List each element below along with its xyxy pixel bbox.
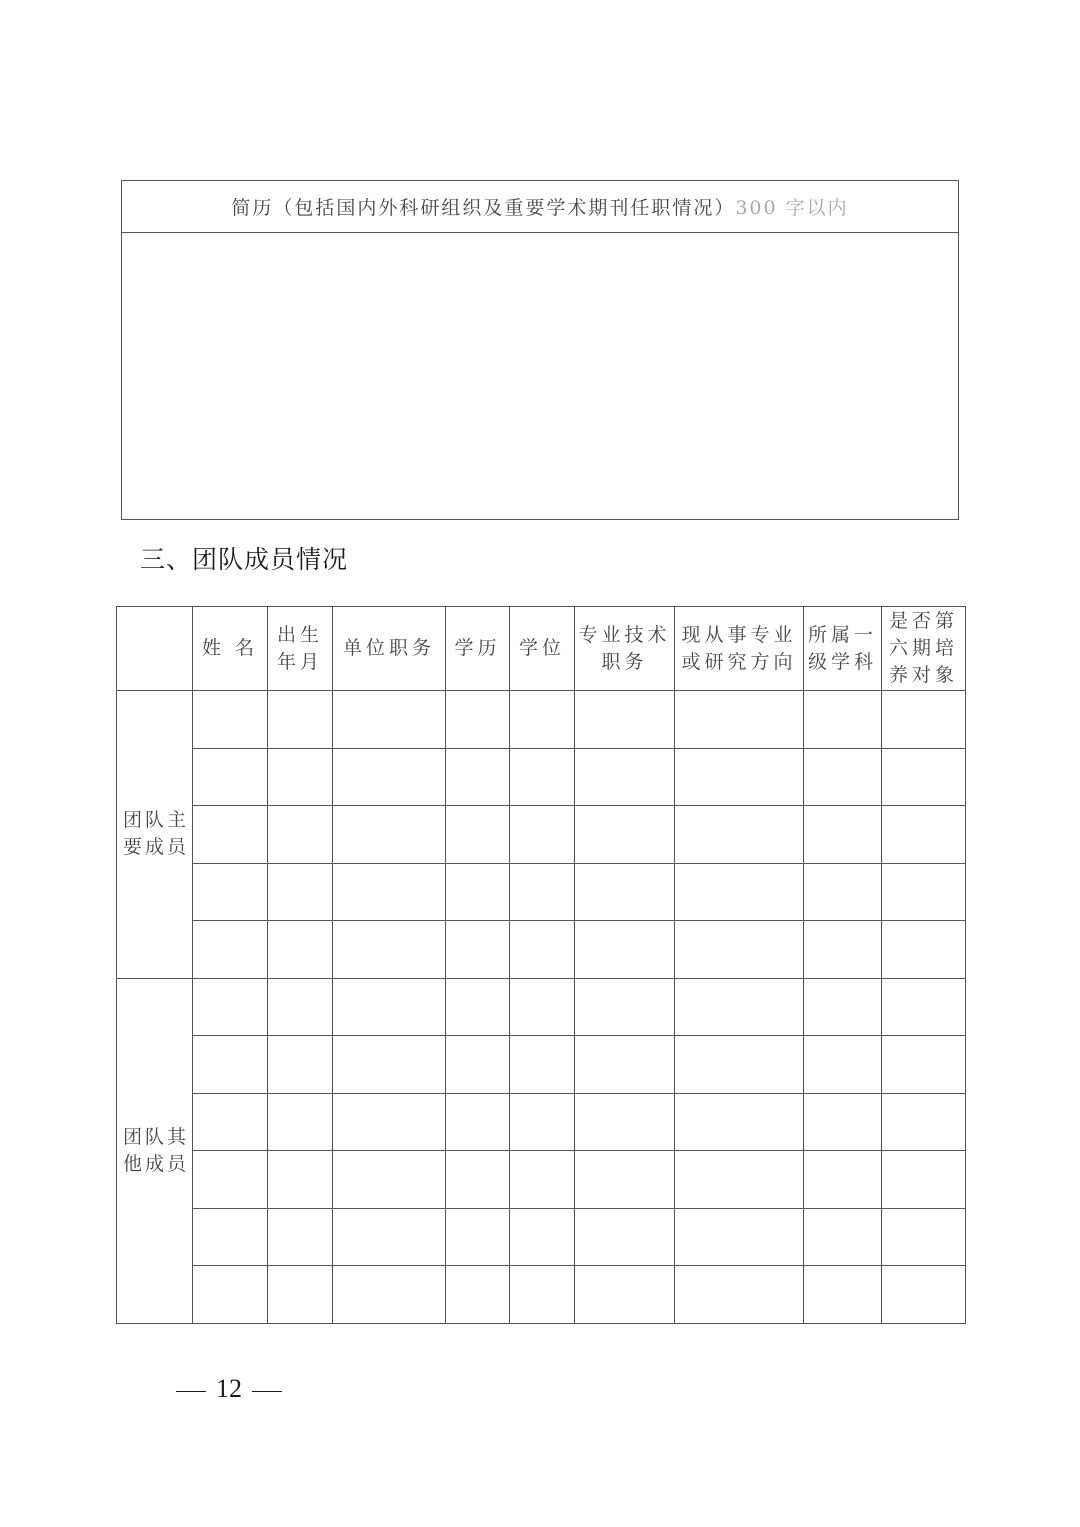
table-cell[interactable]: [675, 1093, 804, 1151]
table-cell[interactable]: [804, 863, 882, 921]
page-number: 12: [216, 1374, 242, 1403]
table-cell[interactable]: [193, 1036, 268, 1094]
table-cell[interactable]: [510, 806, 575, 864]
table-cell[interactable]: [193, 748, 268, 806]
table-row: [117, 691, 966, 749]
header-cell-name: 姓 名: [193, 607, 268, 691]
table-cell[interactable]: [193, 691, 268, 749]
table-cell[interactable]: [333, 806, 446, 864]
table-cell[interactable]: [333, 1208, 446, 1266]
table-cell[interactable]: [268, 1266, 333, 1324]
table-cell[interactable]: [804, 1208, 882, 1266]
table-row: [117, 1151, 966, 1209]
header-cell-empty: [117, 607, 193, 691]
resume-header-text: 简历（包括国内外科研组织及重要学术期刊任职情况）: [231, 197, 736, 219]
table-cell[interactable]: [446, 806, 510, 864]
resume-word-limit: 300 字以内: [735, 197, 849, 219]
table-row: [117, 1266, 966, 1324]
table-cell[interactable]: [333, 1036, 446, 1094]
table-cell[interactable]: [575, 1036, 675, 1094]
table-cell[interactable]: [575, 1266, 675, 1324]
table-header-row: [117, 607, 966, 691]
table-cell[interactable]: [510, 691, 575, 749]
table-body: [117, 691, 966, 1324]
table-cell[interactable]: [446, 691, 510, 749]
table-cell[interactable]: [575, 1093, 675, 1151]
table-cell[interactable]: [675, 748, 804, 806]
table-cell[interactable]: [510, 1208, 575, 1266]
table-row: [117, 863, 966, 921]
table-cell[interactable]: [675, 691, 804, 749]
table-cell[interactable]: [675, 921, 804, 979]
table-cell[interactable]: [333, 1266, 446, 1324]
table-cell[interactable]: [882, 1036, 966, 1094]
table-cell[interactable]: [804, 1036, 882, 1094]
table-cell[interactable]: [268, 921, 333, 979]
table-row: [117, 1093, 966, 1151]
table-row: [117, 1036, 966, 1094]
table-cell[interactable]: [882, 1151, 966, 1209]
table-cell[interactable]: [575, 1151, 675, 1209]
table-cell[interactable]: [268, 1093, 333, 1151]
team-members-table: [116, 606, 966, 1324]
table-cell[interactable]: [510, 1266, 575, 1324]
table-cell[interactable]: [193, 1266, 268, 1324]
header-cell-birth: 出生年月: [268, 607, 333, 691]
table-cell[interactable]: [446, 1208, 510, 1266]
table-cell[interactable]: [510, 1151, 575, 1209]
table-cell[interactable]: [882, 806, 966, 864]
table-cell[interactable]: [510, 1036, 575, 1094]
table-cell[interactable]: [575, 1208, 675, 1266]
header-cell-discipline: 所属一级学科: [804, 607, 882, 691]
table-cell[interactable]: [675, 978, 804, 1036]
table-cell[interactable]: [510, 1093, 575, 1151]
table-cell[interactable]: [804, 921, 882, 979]
group-label: 团队其他成员: [117, 978, 193, 1323]
table-cell[interactable]: [193, 1151, 268, 1209]
table-cell[interactable]: [882, 978, 966, 1036]
table-cell[interactable]: [268, 1151, 333, 1209]
table-cell[interactable]: [268, 691, 333, 749]
table-cell[interactable]: [446, 1151, 510, 1209]
table-cell[interactable]: [268, 806, 333, 864]
table-cell[interactable]: [193, 978, 268, 1036]
table-cell[interactable]: [882, 863, 966, 921]
table-cell[interactable]: [333, 978, 446, 1036]
table-cell[interactable]: [804, 691, 882, 749]
table-row: [117, 806, 966, 864]
resume-header: [122, 181, 958, 233]
header-cell-trainee: 是否第六期培养对象: [882, 607, 966, 691]
table-cell[interactable]: [446, 1036, 510, 1094]
header-cell-degree: 学位: [510, 607, 575, 691]
table-cell[interactable]: [446, 1266, 510, 1324]
table-cell[interactable]: [882, 1093, 966, 1151]
table-cell[interactable]: [268, 978, 333, 1036]
table-cell[interactable]: [675, 1151, 804, 1209]
table-cell[interactable]: [333, 1151, 446, 1209]
table-cell[interactable]: [882, 921, 966, 979]
footer-dash-left: [176, 1391, 206, 1392]
table-cell[interactable]: [268, 748, 333, 806]
table-cell[interactable]: [804, 978, 882, 1036]
resume-section: [121, 180, 959, 520]
header-cell-research: 现从事专业或研究方向: [675, 607, 804, 691]
group-label: 团队主要成员: [117, 691, 193, 979]
table-cell[interactable]: [804, 806, 882, 864]
table-cell[interactable]: [193, 806, 268, 864]
table-cell[interactable]: [804, 1151, 882, 1209]
table-cell[interactable]: [333, 921, 446, 979]
footer-dash-right: [252, 1391, 282, 1392]
table-cell[interactable]: [333, 1093, 446, 1151]
table-cell[interactable]: [675, 1208, 804, 1266]
table-cell[interactable]: [268, 863, 333, 921]
table-cell[interactable]: [446, 921, 510, 979]
table-cell[interactable]: [446, 1093, 510, 1151]
table-cell[interactable]: [882, 1266, 966, 1324]
table-cell[interactable]: [882, 691, 966, 749]
table-cell[interactable]: [575, 921, 675, 979]
table-row: [117, 921, 966, 979]
section-title: 三、团队成员情况: [140, 545, 349, 574]
table-cell[interactable]: [193, 1093, 268, 1151]
table-cell[interactable]: [446, 748, 510, 806]
table-cell[interactable]: [193, 921, 268, 979]
table-cell[interactable]: [804, 748, 882, 806]
table-cell[interactable]: [882, 748, 966, 806]
table-cell[interactable]: [446, 863, 510, 921]
table-cell[interactable]: [193, 863, 268, 921]
table-cell[interactable]: [575, 748, 675, 806]
table-cell[interactable]: [268, 1208, 333, 1266]
table-cell[interactable]: [575, 978, 675, 1036]
table-cell[interactable]: [675, 863, 804, 921]
table-cell[interactable]: [333, 691, 446, 749]
table-cell[interactable]: [193, 1208, 268, 1266]
table-cell[interactable]: [675, 1266, 804, 1324]
table-cell[interactable]: [268, 1036, 333, 1094]
table-cell[interactable]: [575, 691, 675, 749]
page-footer: [166, 1374, 292, 1404]
header-cell-title: 专业技术职务: [575, 607, 675, 691]
table-cell[interactable]: [882, 1208, 966, 1266]
header-cell-education: 学历: [446, 607, 510, 691]
table-cell[interactable]: [333, 748, 446, 806]
table-cell[interactable]: [510, 921, 575, 979]
header-cell-position: 单位职务: [333, 607, 446, 691]
table-cell[interactable]: [510, 863, 575, 921]
table-cell[interactable]: [804, 1266, 882, 1324]
table-cell[interactable]: [510, 978, 575, 1036]
table-cell[interactable]: [510, 748, 575, 806]
table-row: [117, 978, 966, 1036]
table-row: [117, 748, 966, 806]
table-row: [117, 1208, 966, 1266]
table-cell[interactable]: [446, 978, 510, 1036]
table-cell[interactable]: [575, 863, 675, 921]
table-cell[interactable]: [575, 806, 675, 864]
table-cell[interactable]: [675, 1036, 804, 1094]
table-cell[interactable]: [675, 806, 804, 864]
table-cell[interactable]: [333, 863, 446, 921]
table-cell[interactable]: [804, 1093, 882, 1151]
